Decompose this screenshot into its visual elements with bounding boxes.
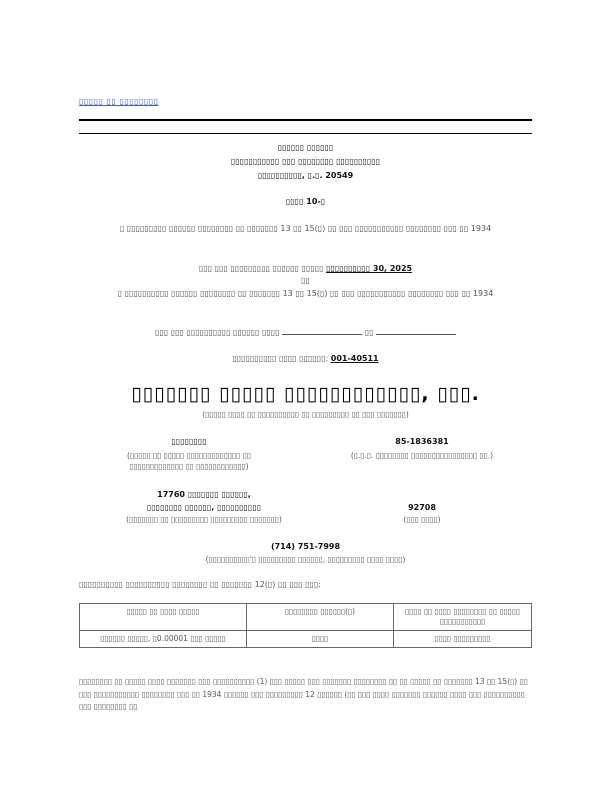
state-of-incorporation: ▯▯▯▯▯▯▯▯ xyxy=(171,437,207,446)
transition-prefix: ▯▯▯ ▯▯▯ ▯▯▯▯▯▯▯▯▯▯ ▯▯▯▯▯▯ ▯▯▯▯ xyxy=(154,328,280,337)
agency-name: ▯▯▯▯▯▯ ▯▯▯▯▯▯ xyxy=(277,143,334,152)
transition-period-line xyxy=(79,327,532,338)
table-header-cell: ▯▯▯▯▯ ▯▯ ▯▯▯▯ ▯▯▯▯▯ xyxy=(80,604,247,631)
agency-city: ▯▯▯▯▯▯▯▯▯▯, ▯.▯. 20549 xyxy=(257,171,354,180)
table-header-row xyxy=(80,604,532,631)
table-of-contents-link[interactable]: ▯▯▯▯▯ ▯▯ ▯▯▯▯▯▯▯▯ xyxy=(79,97,159,106)
table-cell: ▯▯▯▯ ▯▯▯▯▯▯▯▯▯ xyxy=(394,631,532,648)
commission-prefix: ▯▯▯▯▯▯▯▯▯▯ ▯▯▯▯ ▯▯▯▯▯▯: xyxy=(232,354,329,363)
address-line1: 17760 ▯▯▯▯▯▯▯ ▯▯▯▯▯▯, xyxy=(157,490,251,499)
transition-to-label: ▯▯ xyxy=(364,328,374,337)
period-line xyxy=(79,263,532,274)
commission-name: ▯▯▯▯▯▯▯▯▯▯▯ ▯▯▯ ▯▯▯▯▯▯▯▯ ▯▯▯▯▯▯▯▯▯▯ xyxy=(230,157,381,166)
table-row xyxy=(80,631,532,648)
telephone-number: (714) 751-7998 xyxy=(270,542,341,551)
filing-status-paragraph: ▯▯▯▯▯▯▯▯ ▯▯ ▯▯▯▯▯ ▯▯▯▯ ▯▯▯▯▯▯▯ ▯▯▯ ▯▯▯▯▯▯▯▯▯▯ (1) ▯▯▯ ▯▯▯▯▯ ▯▯▯ ▯▯▯▯▯▯▯ ▯▯▯▯▯▯▯▯ ▯▯ ▯▯ ▯▯▯▯▯ ▯▯ ▯▯▯▯▯▯▯ 13 ▯▯ 15(▯) ▯▯ ▯▯▯ ▯▯▯▯▯▯▯▯▯▯▯ ▯▯▯▯▯▯▯▯ ▯▯▯ ▯▯ 1934 ▯▯▯▯▯▯ ▯▯▯ ▯▯▯▯▯▯▯▯▯ 12 ▯▯▯▯▯▯ (▯▯ ▯▯▯ ▯▯▯▯ ▯▯▯▯▯▯▯ ▯▯▯▯▯▯ ▯▯▯▯ ▯▯▯ ▯▯▯▯▯▯▯▯▯▯ ▯▯▯ ▯▯▯▯▯▯▯▯ ▯▯ xyxy=(79,677,528,711)
form-type: ▯▯▯▯ 10-▯ xyxy=(285,197,326,206)
state-caption-line2: ▯▯▯▯▯▯▯▯▯▯▯▯▯ ▯▯ ▯▯▯▯▯▯▯▯▯▯▯▯) xyxy=(129,462,249,471)
telephone-caption: (▯▯▯▯▯▯▯▯▯▯'▯ ▯▯▯▯▯▯▯▯▯ ▯▯▯▯▯▯, ▯▯▯▯▯▯▯▯▯ ▯▯▯▯ ▯▯▯▯) xyxy=(205,555,406,564)
or-label: ▯▯ xyxy=(301,276,310,285)
securities-intro: ▯▯▯▯▯▯▯▯▯▯ ▯▯▯▯▯▯▯▯▯▯ ▯▯▯▯▯▯▯▯ ▯▯ ▯▯▯▯▯▯▯ 12(▯) ▯▯ ▯▯▯ ▯▯▯: xyxy=(79,580,321,589)
address-line2: ▯▯▯▯▯▯▯▯ ▯▯▯▯▯▯, ▯▯▯▯▯▯▯▯▯▯ xyxy=(146,503,262,512)
state-caption-line1: (▯▯▯▯▯ ▯▯ ▯▯▯▯▯ ▯▯▯▯▯▯▯▯▯▯▯▯▯ ▯▯ xyxy=(127,451,251,460)
transition-to-blank xyxy=(376,327,456,335)
company-name-caption: (▯▯▯▯▯ ▯▯▯▯ ▯▯ ▯▯▯▯▯▯▯▯▯▯ ▯▯ ▯▯▯▯▯▯▯▯▯ ▯▯ ▯▯▯ ▯▯▯▯▯▯▯) xyxy=(202,410,409,419)
period-prefix: ▯▯▯ ▯▯▯ ▯▯▯▯▯▯▯▯▯ ▯▯▯▯▯▯ ▯▯▯▯▯ xyxy=(198,264,324,273)
table-cell: ▯▯▯▯ xyxy=(247,631,394,648)
zip-caption: (▯▯▯ ▯▯▯▯) xyxy=(403,515,441,524)
company-name: ▯▯▯▯▯▯▯ ▯▯▯▯▯ ▯▯▯▯▯▯▯▯▯▯▯▯, ▯▯▯. xyxy=(131,383,480,405)
table-cell: ▯▯▯▯▯▯ ▯▯▯▯▯, ▯0.00001 ▯▯▯ ▯▯▯▯▯ xyxy=(80,631,247,648)
transition-report-statement: ▯ ▯▯▯▯▯▯▯▯▯▯ ▯▯▯▯▯▯ ▯▯▯▯▯▯▯▯ ▯▯ ▯▯▯▯▯▯▯ 13 ▯▯ 15(▯) ▯▯ ▯▯▯ ▯▯▯▯▯▯▯▯▯▯▯ ▯▯▯▯▯▯▯▯ ▯▯▯ ▯▯ 1934 xyxy=(117,289,494,298)
address-caption: (▯▯▯▯▯▯▯ ▯▯ ▯▯▯▯▯▯▯▯▯ ▯▯▯▯▯▯▯▯▯ ▯▯▯▯▯▯▯) xyxy=(126,515,282,524)
commission-file-number: 001-40511 xyxy=(330,354,379,363)
header-rule-thin xyxy=(79,133,532,134)
period-date: ▯▯▯▯▯▯▯▯▯▯ 30, 2025 xyxy=(326,264,413,273)
zip-code: 92708 xyxy=(408,503,436,512)
table-header-cell: ▯▯▯▯ ▯▯ ▯▯▯▯ ▯▯▯▯▯▯▯▯ ▯▯ ▯▯▯▯▯ ▯▯▯▯▯▯▯▯▯▯▯ xyxy=(394,604,532,631)
employer-id-caption: (▯.▯.▯. ▯▯▯▯▯▯▯▯ ▯▯▯▯▯▯▯▯▯▯▯▯▯▯▯▯ ▯▯.) xyxy=(350,451,494,460)
commission-file-line xyxy=(79,353,532,364)
table-header-cell: ▯▯▯▯▯▯▯▯ ▯▯▯▯▯▯(▯) xyxy=(247,604,394,631)
employer-id-number: 85-1836381 xyxy=(395,437,449,446)
quarterly-report-statement: ▯ ▯▯▯▯▯▯▯▯▯ ▯▯▯▯▯▯ ▯▯▯▯▯▯▯▯ ▯▯ ▯▯▯▯▯▯▯ 13 ▯▯ 15(▯) ▯▯ ▯▯▯ ▯▯▯▯▯▯▯▯▯▯▯ ▯▯▯▯▯▯▯▯ ▯▯▯ ▯▯ 1934 xyxy=(119,224,492,233)
securities-table xyxy=(79,603,532,648)
header-rule-thick xyxy=(79,119,532,121)
transition-from-blank xyxy=(282,327,362,335)
